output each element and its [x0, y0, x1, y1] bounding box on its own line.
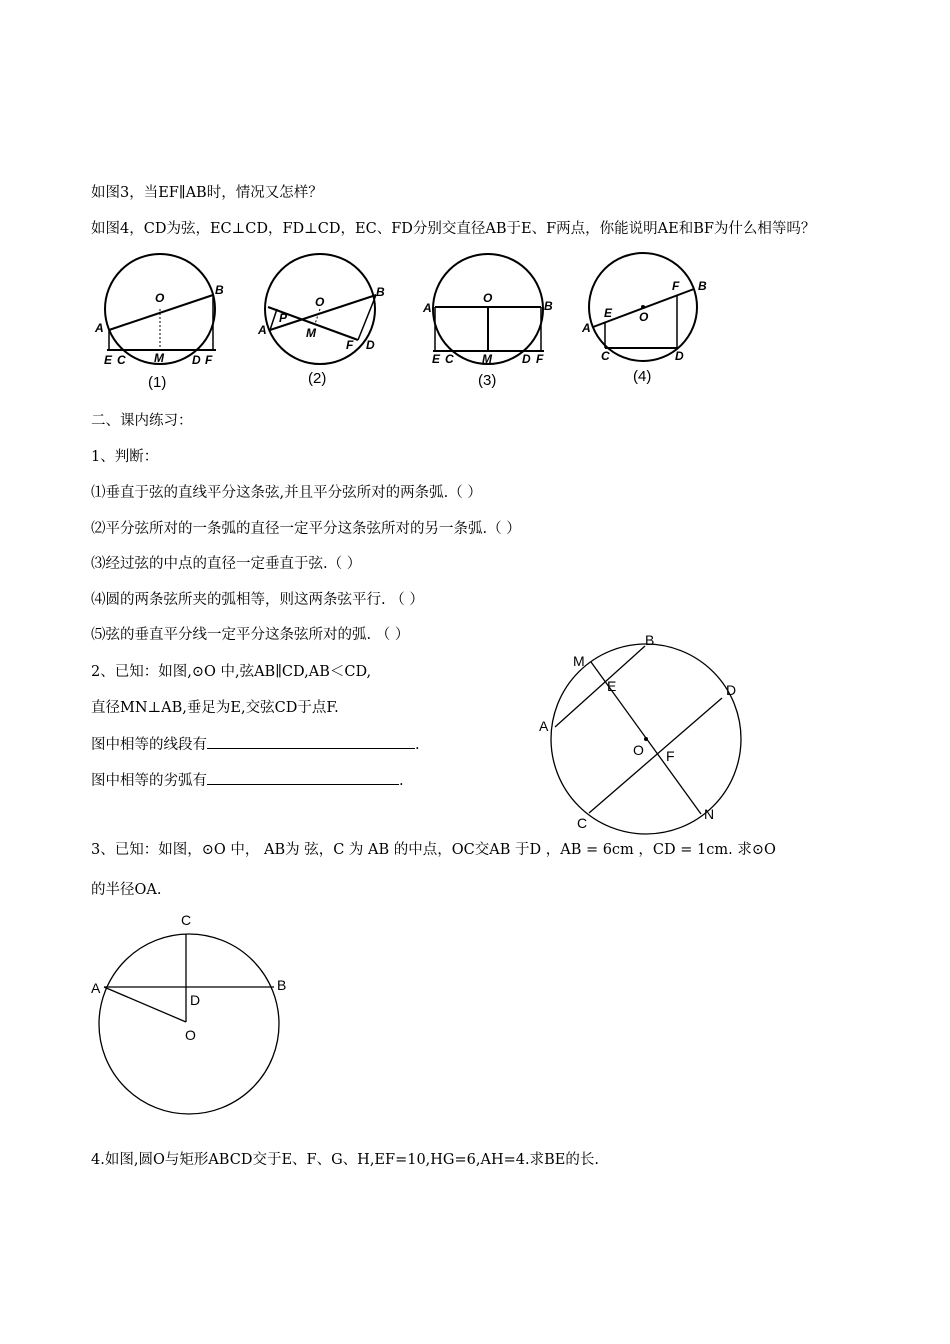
figure-question-3	[88, 905, 298, 1115]
question-2-line3: 图中相等的线段有 .	[91, 734, 420, 755]
fig4-label-F: F	[672, 279, 680, 293]
question-2-line4: 图中相等的劣弧有 .	[91, 770, 404, 791]
fig1-label-A: A	[95, 321, 104, 335]
question-2-line1: 2、已知：如图,⊙O 中,弦AB∥CD,AB＜CD,	[91, 664, 372, 680]
fig-q3-label-A: A	[91, 980, 101, 996]
fig2-label-F: F	[346, 338, 354, 352]
fig-q3-label-O: O	[185, 1027, 196, 1043]
text-fig4-question: 如图4，CD为弦，EC⊥CD，FD⊥CD，EC、FD分别交直径AB于E、F两点，你能说明AE和BF为什么相等吗？	[91, 221, 816, 237]
fig2-label-O: O	[315, 295, 325, 309]
question-4: 4.如图,圆O与矩形ABCD交于E、F、G、H,EF=10,HG=6,AH=4.求BE的长.	[91, 1152, 599, 1168]
figure-1	[94, 254, 224, 391]
fig1-label-D: D	[192, 353, 201, 367]
fig-q2-label-D: D	[726, 682, 737, 698]
fig1-label-F: F	[205, 353, 213, 367]
fig-q2-label-E: E	[607, 678, 617, 694]
fig1-label-C: C	[117, 353, 126, 367]
question-3-line1: 3、已知：如图，⊙O 中， AB为 弦，C 为 AB 的中点，OC交AB 于D ，AB = 6cm ，CD = 1cm. 求⊙O	[91, 842, 776, 858]
fig2-label-P: P	[279, 311, 288, 325]
fig1-label-E: E	[104, 353, 113, 367]
equal-segments-label: 图中相等的线段有	[91, 737, 207, 753]
figure-4	[581, 253, 707, 385]
fig4-label-O: O	[639, 310, 649, 324]
fig4-label-C: C	[601, 349, 610, 363]
figure-3	[422, 254, 553, 389]
fig3-label-M: M	[482, 352, 492, 366]
fig1-label-B: B	[215, 283, 224, 297]
question-1b: ⑵平分弦所对的一条弧的直径一定平分这条弦所对的另一条弧.（ ）	[91, 521, 521, 537]
fig4-caption: (4)	[633, 368, 652, 385]
question-3-line2: 的半径OA.	[91, 882, 162, 898]
question-2-line2: 直径MN⊥AB,垂足为E,交弦CD于点F.	[91, 700, 339, 716]
equal-segments-blank[interactable]	[207, 734, 415, 749]
fig3-caption: (3)	[478, 372, 497, 389]
fig-q2-label-M: M	[573, 653, 585, 669]
fig4-label-D: D	[675, 349, 684, 363]
fig3-label-E: E	[432, 352, 441, 366]
fig2-label-A: A	[258, 323, 267, 337]
fig-q2-label-B: B	[645, 632, 655, 648]
fig3-label-B: B	[544, 299, 553, 313]
question-1e: ⑸弦的垂直平分线一定平分这条弦所对的弧. （ ）	[91, 627, 410, 643]
equal-arcs-label: 图中相等的劣弧有	[91, 773, 207, 789]
fig-q2-label-C: C	[577, 815, 588, 831]
fig3-label-C: C	[445, 352, 454, 366]
fig2-caption: (2)	[308, 370, 327, 387]
fig-q3-label-C: C	[181, 912, 192, 928]
fig-q2-label-N: N	[704, 806, 715, 822]
fig2-label-B: B	[376, 285, 385, 299]
fig-q2-label-O: O	[633, 742, 644, 758]
text-fig3-question: 如图3，当EF∥AB时，情况又怎样？	[91, 185, 323, 201]
fig4-label-B: B	[698, 279, 707, 293]
figure-row-top	[90, 250, 730, 395]
fig3-label-D: D	[522, 352, 531, 366]
fig3-label-A: A	[423, 301, 432, 315]
section-heading: 二、课内练习：	[91, 413, 193, 429]
fig-q2-label-A: A	[539, 718, 549, 734]
fig-q3-label-B: B	[277, 977, 287, 993]
fig-q2-label-F: F	[666, 748, 675, 764]
fig4-label-E: E	[604, 306, 613, 320]
question-1-title: 1、判断：	[91, 449, 159, 465]
fig1-label-M: M	[154, 351, 164, 365]
question-1a: ⑴垂直于弦的直线平分这条弦,并且平分弦所对的两条弧.（ ）	[91, 485, 482, 501]
fig1-caption: (1)	[148, 374, 167, 391]
figure-question-2	[535, 625, 785, 840]
figure-2	[257, 254, 385, 387]
question-1c: ⑶经过弦的中点的直径一定垂直于弦.（ ）	[91, 556, 362, 572]
fig3-label-F: F	[536, 352, 544, 366]
fig4-label-A: A	[582, 321, 591, 335]
fig1-label-O: O	[155, 291, 165, 305]
fig2-label-M: M	[306, 326, 316, 340]
fig3-label-O: O	[483, 291, 493, 305]
fig2-label-D: D	[366, 338, 375, 352]
equal-arcs-blank[interactable]	[207, 770, 399, 785]
fig-q3-label-D: D	[190, 992, 201, 1008]
question-1d: ⑷圆的两条弦所夹的弧相等，则这两条弦平行. （ ）	[91, 592, 424, 608]
